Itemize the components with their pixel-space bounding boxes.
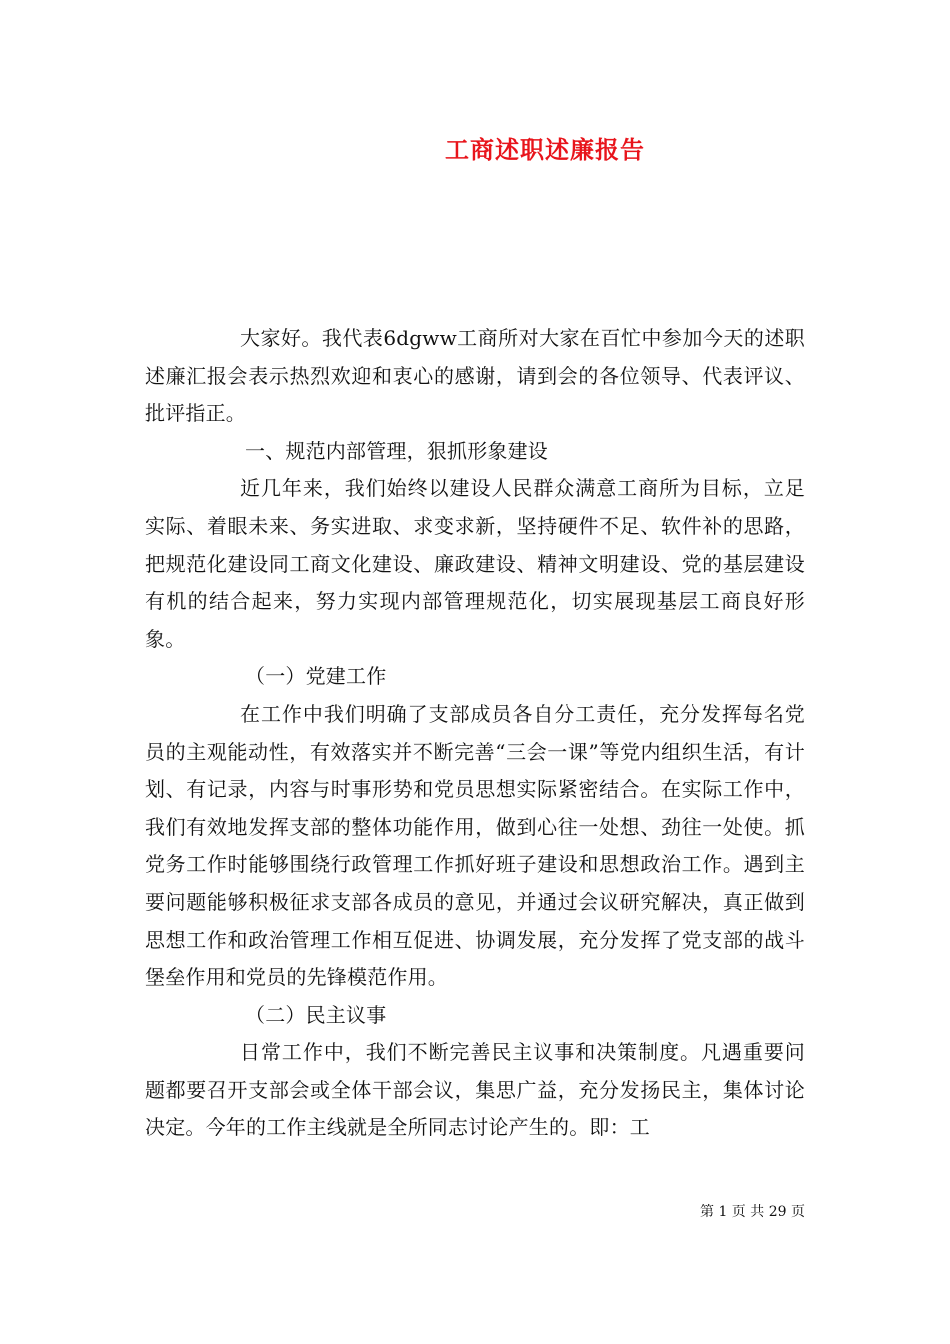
document-body — [145, 320, 805, 1147]
paragraph-greeting: 大家好。我代表6dgww工商所对大家在百忙中参加今天的述职述廉汇报会表示热烈欢迎和衷心的感谢，请到会的各位领导、代表评议、批评指正。 — [145, 326, 805, 426]
page-number: 第 1 页 共 29 页 — [700, 1204, 805, 1220]
document-title: 工商述职述廉报告 — [445, 135, 645, 164]
paragraph-party-building: 在工作中我们明确了支部成员各自分工责任，充分发挥每名党员的主观能动性，有效落实并不断完善“三会一课”等党内组织生活，有计划、有记录，内容与时事形势和党员思想实际紧密结合。在实际工作中，我们有效地发挥支部的整体功能作用，做到心往一处想、劲往一处使。抓党务工作时能够围绕行政管理工作抓好班子建设和思想政治工作。遇到主要问题能够积极征求支部各成员的意见，并通过会议研究解决，真正做到思想工作和政治管理工作相互促进、协调发展，充分发挥了党支部的战斗堡垒作用和党员的先锋模范作用。 — [145, 701, 805, 990]
section-heading-1: 一、规范内部管理，狠抓形象建设 — [245, 438, 548, 463]
paragraph-democratic-discussion: 日常工作中，我们不断完善民主议事和决策制度。凡遇重要问题都要召开支部会或全体干部会议，集思广益，充分发扬民主，集体讨论决定。今年的工作主线就是全所同志讨论产生的。即：工 — [145, 1040, 805, 1140]
subsection-heading-party-building: （一）党建工作 — [245, 664, 387, 689]
subsection-heading-democratic-discussion: （二）民主议事 — [245, 1002, 387, 1027]
paragraph-section-1: 近几年来，我们始终以建设人民群众满意工商所为目标，立足实际、着眼未来、务实进取、求变求新，坚持硬件不足、软件补的思路，把规范化建设同工商文化建设、廉政建设、精神文明建设、党的基层建设有机的结合起来，努力实现内部管理规范化，切实展现基层工商良好形象。 — [145, 476, 805, 651]
